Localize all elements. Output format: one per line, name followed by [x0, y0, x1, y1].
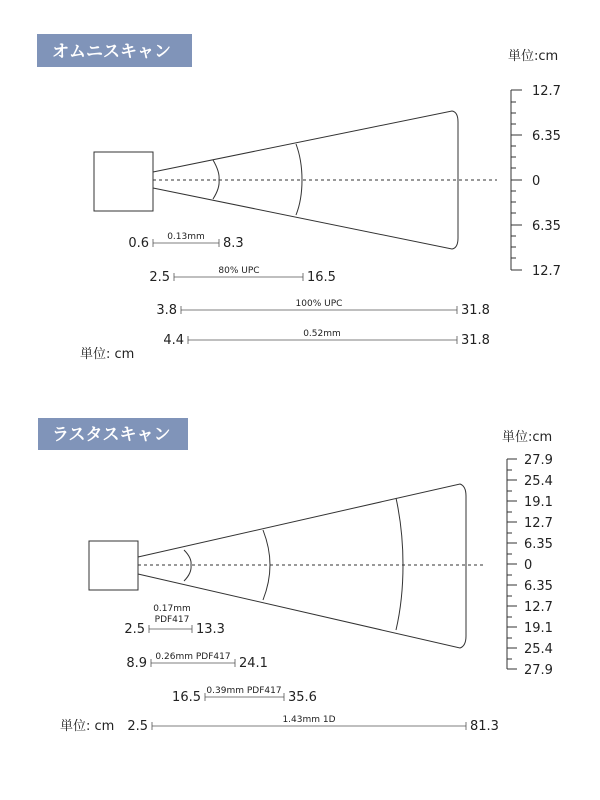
raster-unit-top: 単位:cm [502, 430, 553, 445]
range-label: 0.52mm [303, 329, 341, 339]
range-start: 2.5 [149, 270, 170, 285]
raster-range-row [60, 715, 499, 734]
omni-unit-bottom: 単位: cm [80, 347, 135, 362]
range-end: 24.1 [239, 656, 268, 671]
range-label: 100% UPC [295, 299, 343, 309]
range-start: 4.4 [163, 333, 184, 348]
omni-section [37, 34, 561, 362]
range-end: 81.3 [470, 719, 499, 734]
range-start: 16.5 [172, 690, 201, 705]
range-label: 80% UPC [218, 266, 260, 276]
range-end: 31.8 [461, 333, 490, 348]
range-end: 16.5 [307, 270, 336, 285]
omni-range-row [163, 329, 490, 348]
raster-scanner-box [89, 541, 138, 590]
omni-range-row [156, 299, 490, 318]
raster-range-row [172, 686, 317, 705]
omni-scale [511, 84, 561, 279]
raster-scale-label: 19.1 [524, 621, 553, 636]
range-end: 13.3 [196, 622, 225, 637]
omni-scale-label: 6.35 [532, 219, 561, 234]
raster-scale-label: 27.9 [524, 453, 553, 468]
range-label: PDF417 [154, 615, 190, 625]
range-end: 35.6 [288, 690, 317, 705]
omni-scale-label: 0 [532, 174, 541, 189]
raster-range-row [126, 652, 268, 671]
raster-scale-label: 19.1 [524, 495, 553, 510]
range-end: 31.8 [461, 303, 490, 318]
range-label: 0.26mm PDF417 [155, 652, 231, 662]
omni-scanner-box [94, 152, 153, 211]
range-label: 1.43mm 1D [282, 715, 336, 725]
omni-range-row [128, 232, 243, 251]
omni-title: オムニスキャン [52, 42, 171, 62]
raster-range-row [124, 604, 225, 637]
raster-scale-label: 0 [524, 558, 533, 573]
omni-scale-label: 6.35 [532, 129, 561, 144]
raster-range-arc-3 [396, 498, 403, 630]
raster-section [38, 418, 553, 734]
raster-scale-label: 6.35 [524, 537, 553, 552]
omni-unit-top: 単位:cm [508, 49, 559, 64]
raster-scale-label: 12.7 [524, 600, 553, 615]
raster-scale-label: 12.7 [524, 516, 553, 531]
range-start: 2.5 [124, 622, 145, 637]
range-end: 8.3 [223, 236, 244, 251]
raster-unit-bottom: 単位: cm [60, 719, 115, 734]
range-label: 0.13mm [167, 232, 205, 242]
range-start: 0.6 [128, 236, 149, 251]
range-label: 0.39mm PDF417 [206, 686, 282, 696]
raster-title: ラスタスキャン [52, 425, 171, 445]
raster-scale-label: 25.4 [524, 474, 553, 489]
range-start: 8.9 [126, 656, 147, 671]
raster-scale [507, 453, 553, 678]
raster-scale-label: 25.4 [524, 642, 553, 657]
raster-scale-label: 27.9 [524, 663, 553, 678]
raster-scale-label: 6.35 [524, 579, 553, 594]
range-start: 3.8 [156, 303, 177, 318]
omni-range-row [149, 266, 336, 285]
range-start: 2.5 [127, 719, 148, 734]
omni-scale-label: 12.7 [532, 264, 561, 279]
range-label: 0.17mm [153, 604, 191, 614]
omni-scale-label: 12.7 [532, 84, 561, 99]
